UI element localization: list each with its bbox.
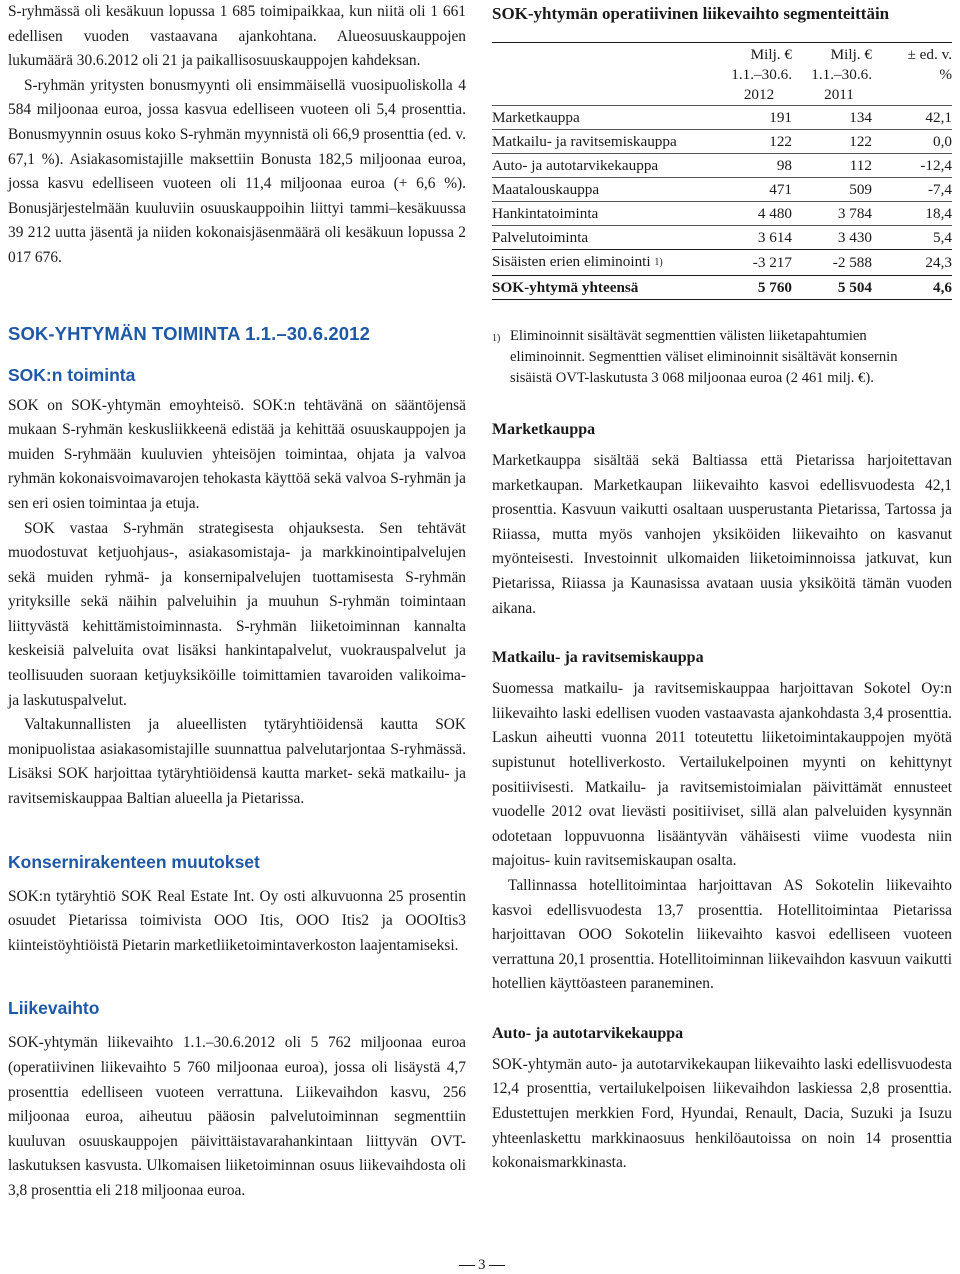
left-column	[8, 0, 466, 1204]
konserni-paragraph: SOK:n tytäryhtiö SOK Real Estate Int. Oy osti alkuvuonna 25 prosentin osuudet Pietarissa toimivista OOO Itis, OOO Itis2 ja OOOItis3 kiinteistöyhtiöistä Pietarin marketliiketoimintaverkoston laajentamiseksi.	[8, 887, 466, 954]
table-row: Marketkauppa 191 134 42,1	[492, 106, 952, 130]
sok-paragraph-1: SOK on SOK-yhtymän emoyhteisö. SOK:n tehtävänä on sääntöjensä mukaan S-ryhmän keskusliikkeenä edistää ja kehittää osuuskauppojen ja muiden S-ryhmään kuuluvien yhteisöjen toimintaa, ohjata ja valvoa ryhmän kokonaisvoimavarojen tehokasta käyttöä sekä valvoa S-ryhmän ja sen eri osien toimintaa ja etuja.	[8, 396, 466, 512]
sok-paragraph-3: Valtakunnallisten ja alueellisten tytäryhtiöidensä kautta SOK monipuolistaa asiakasomistajille suunnattua palvelutarjontaa S-ryhmässä. Lisäksi SOK harjoittaa tytäryhtiöidensä kautta market- sekä matkailu- ja ravitsemiskauppaa Baltian alueella ja Pietarissa.	[8, 716, 466, 808]
sok-paragraph-2: SOK vastaa S-ryhmän strategisesta ohjauksesta. Sen tehtävät muodostuvat ketjuohjaus-, asiakasomistaja- ja markkinointipalvelujen sekä muiden ryhmä- ja konsernipalvelujen tuottamisesta S-ryhmän yrityksille sekä näihin palveluihin ja muuhun S-ryhmän toimintaan liittyvästä kehittämistoiminnasta. S-ryhmän liiketoiminnan kannalta keskeisiä palveluita ovat lisäksi hankintapalvelut, vuokrauspalvelut ja teollisuuden suoraan ketjuyksiköille toimittamien tavaroiden valikoima- ja laskutuspalvelut.	[8, 519, 466, 709]
header-2011: Milj. € 1.1.–30.6. 2011	[792, 43, 872, 106]
matkailu-heading: Matkailu- ja ravitsemiskauppa	[492, 649, 704, 667]
liikevaihto-heading: Liikevaihto	[8, 998, 100, 1019]
table-row: Maatalouskauppa 471 509 -7,4	[492, 178, 952, 202]
page-number: 3	[478, 1257, 486, 1273]
table-row: Matkailu- ja ravitsemiskauppa 122 122 0,0	[492, 130, 952, 154]
table-title: SOK-yhtymän operatiivinen liikevaihto segmenteittäin	[492, 4, 890, 23]
market-paragraph: Marketkauppa sisältää sekä Baltiassa että Pietarissa harjoitettavan marketkaupan. Marketkaupan liikevaihto kasvoi edellisvuodesta 42,1 prosenttia. Kasvuun vaikutti osaltaan uusperustanta Pietarissa, Tartossa ja Riiassa, mutta myös vanhojen yksiköiden liikevaihto on kasvanut myönteisesti. Investoinnit ulkomaiden liiketoiminnoissa jatkuvat, kun Pietarissa, Riiassa ja Kaunasissa avataan uusia yksiköitä tämän vuoden aikana.	[492, 452, 952, 617]
konserni-heading: Konsernirakenteen muutokset	[8, 851, 260, 872]
main-heading: SOK-YHTYMÄN TOIMINTA 1.1.–30.6.2012	[8, 322, 370, 344]
footer-dash-left	[459, 1265, 475, 1266]
table-row-eliminations: Sisäisten erien eliminointi $^{1)}$ -3 217 -2 588 24,3	[492, 250, 952, 276]
table-footnote: 1) Eliminoinnit sisältävät segmenttien välisten liiketapahtumien eliminoinnit. Segmenttien väliset eliminoinnit sisältävät konsernin sisäistä OVT-laskutusta 3 068 miljoonaa euroa (2 461 milj. €).	[492, 328, 898, 386]
footnote-marker: 1)	[654, 257, 663, 268]
matkailu-paragraph-1: Suomessa matkailu- ja ravitsemiskauppaa harjoittavan Sokotel Oy:n liikevaihto laski edellisen vuoden vastaavasta ajankohdasta 3,4 prosenttia. Laskun aiheutti vuonna 2011 toteutettu liiketoimintakauppojen myötä supistunut hotelliverkosto. Vertailukelpoinen myynti on kehittynyt positiivisesti. Matkailu- ja ravitsemistoimialan päivittämät ennusteet vuodelle 2012 ovat lievästi positiiviset, sillä alan palveluiden kysynnän odotetaan loppuvuonna lisääntyvän vähäisesti viime vuodesta niin majoitus- kuin ravitsemiskaupan osalta.	[492, 680, 952, 870]
auto-paragraph: SOK-yhtymän auto- ja autotarvikekaupan liikevaihto laski edellisvuodesta 12,4 prosenttia, vertailukelpoisen liikevaihdon laskiessa 2,8 prosenttia. Edustettujen merkkien Ford, Hyundai, Renault, Dacia, Suzuki ja Isuzu yhteenlaskettu markkinaosuus henkilöautoissa on noin 14 prosenttia kokonaismarkkinasta.	[492, 1055, 952, 1172]
table-row: Hankintatoiminta 4 480 3 784 18,4	[492, 202, 952, 226]
table-row-total: SOK-yhtymä yhteensä 5 760 5 504 4,6	[492, 276, 952, 300]
header-change: ± ed. v. %	[872, 43, 952, 106]
table-row: Auto- ja autotarvikekauppa 98 112 -12,4	[492, 154, 952, 178]
intro-paragraph-2: S-ryhmän yritysten bonusmyynti oli ensimmäisellä vuosipuoliskolla 4 584 miljoonaa euroa, jossa kasvua edelliseen vuoteen oli 5,4 prosenttia. Bonusmyynnin osuus koko S-ryhmän myynnistä oli 66,9 prosenttia (ed. v. 67,1 %). Asiakasomistajille maksettiin Bonusta 182,5 miljoonaa euroa, jossa kasvu edelliseen vuoteen oli 11,4 miljoonaa euroa (+ 6,6 %). Bonusjärjestelmään kuuluviin osuuskauppoihin liittyi tammi–kesäkuussa 39 212 uutta jäsentä ja niiden kokonaisjäsenmäärä oli kesäkuun lopussa 2 017 676.	[8, 76, 466, 266]
matkailu-paragraph-2: Tallinnassa hotellitoimintaa harjoittavan AS Sokotelin liikevaihto kasvoi edellisvuodesta 13,7 prosenttia. Hotellitoimintaa Pietarissa harjoittavan OOO Sokotelin liikevaihto kasvoi edelliseen vuoteen verrattuna 20,1 prosenttia. Hotellitoiminnan liikevaihdon kasvuun vaikutti hotellien käyttöasteen paraneminen.	[492, 876, 952, 993]
segment-table	[492, 42, 952, 300]
sok-heading: SOK:n toiminta	[8, 364, 136, 385]
right-column	[492, 0, 952, 1176]
liikevaihto-paragraph: SOK-yhtymän liikevaihto 1.1.–30.6.2012 oli 5 762 miljoonaa euroa (operatiivinen liikevaihto 5 760 miljoonaa euroa), jossa oli lisäystä 4,7 prosenttia edelliseen vuoteen verrattuna. Liikevaihdon kasvu, 256 miljoonaa euroa, aiheutuu pääosin palvelutoiminnan segmenttiin kuuluvan osuuskauppojen päivittäistavarahankintaan liittyvän OVT-laskutuksen kasvusta. Ulkomaisen liiketoiminnan osuus liikevaihdosta oli 3,8 prosenttia eli 218 miljoonaa euroa.	[8, 1034, 466, 1199]
header-2012: Milj. € 1.1.–30.6. 2012	[712, 43, 792, 106]
market-heading: Marketkauppa	[492, 421, 596, 438]
intro-paragraph-1: S-ryhmässä oli kesäkuun lopussa 1 685 toimipaikkaa, kun niitä oli 1 661 edellisen vuoden vastaavana ajankohtana. Alueosuuskauppojen lukumäärä 30.6.2012 oli 21 ja paikallisosuuskauppojen kahdeksan.	[8, 3, 466, 70]
footer-dash-right	[489, 1265, 505, 1266]
page-footer	[456, 1257, 508, 1274]
table-row: Palvelutoiminta 3 614 3 430 5,4	[492, 226, 952, 250]
auto-heading: Auto- ja autotarvikekauppa	[492, 1024, 684, 1042]
table-header-row	[492, 43, 952, 106]
